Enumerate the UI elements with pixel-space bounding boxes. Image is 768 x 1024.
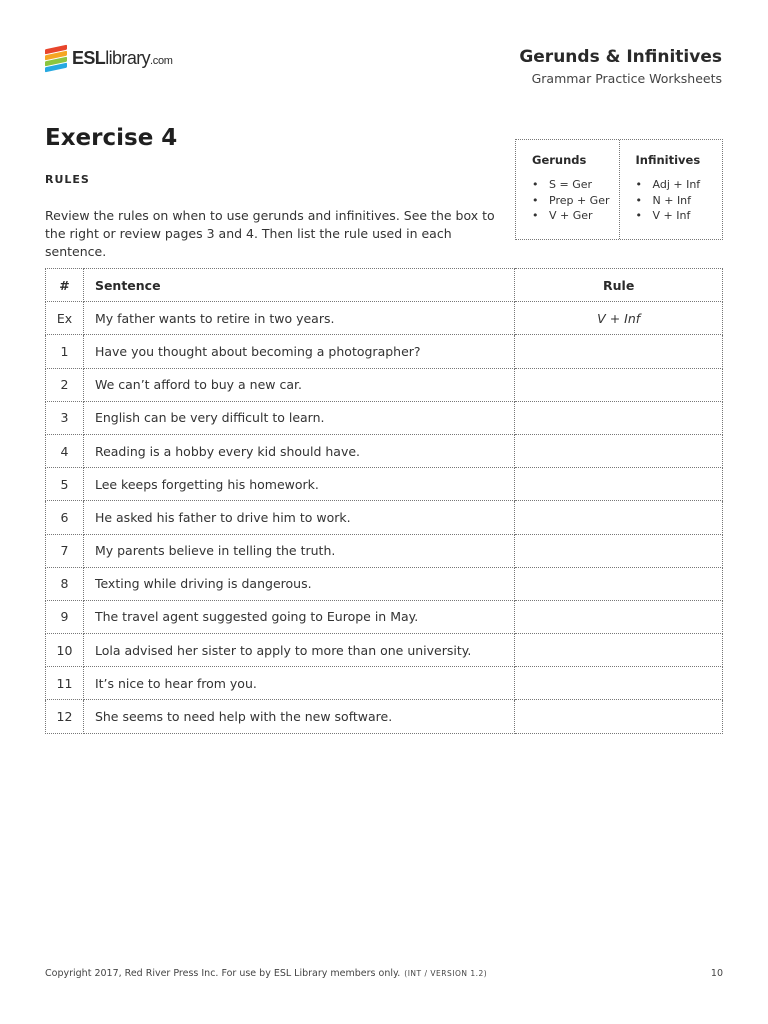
row-rule-answer[interactable] bbox=[515, 434, 723, 467]
gerund-rule: • V + Ger bbox=[532, 208, 619, 224]
gerunds-heading: Gerunds bbox=[532, 153, 587, 167]
page-number: 10 bbox=[710, 968, 723, 979]
row-rule-answer[interactable] bbox=[515, 501, 723, 534]
row-number: 11 bbox=[46, 667, 84, 700]
table-row bbox=[46, 368, 723, 401]
row-number: 1 bbox=[46, 335, 84, 368]
infinitives-heading: Infinitives bbox=[635, 153, 701, 167]
rules-heading: RULES bbox=[45, 173, 90, 186]
row-rule-answer[interactable] bbox=[515, 335, 723, 368]
row-number: 9 bbox=[46, 600, 84, 633]
row-rule-answer[interactable] bbox=[515, 667, 723, 700]
document-subtitle: Grammar Practice Worksheets bbox=[531, 71, 722, 86]
header-sentence: Sentence bbox=[83, 269, 514, 302]
header-rule: Rule bbox=[515, 269, 723, 302]
header-number: # bbox=[46, 269, 84, 302]
row-number: 8 bbox=[46, 567, 84, 600]
exercise-table bbox=[45, 268, 723, 734]
table-row bbox=[46, 401, 723, 434]
book-stack-icon bbox=[45, 45, 69, 71]
table-row bbox=[46, 534, 723, 567]
row-sentence: Texting while driving is dangerous. bbox=[83, 567, 514, 600]
row-sentence: Reading is a hobby every kid should have. bbox=[83, 434, 514, 467]
table-row bbox=[46, 600, 723, 633]
table-row bbox=[46, 335, 723, 368]
table-row bbox=[46, 634, 723, 667]
infinitives-rule-list bbox=[636, 177, 723, 224]
row-sentence: We can’t afford to buy a new car. bbox=[83, 368, 514, 401]
table-row bbox=[46, 434, 723, 467]
version-label: (INT / VERSION 1.2) bbox=[404, 969, 488, 978]
esl-library-logo bbox=[45, 44, 173, 72]
row-rule-answer[interactable] bbox=[515, 700, 723, 733]
table-row bbox=[46, 700, 723, 733]
gerunds-rule-list bbox=[532, 177, 619, 224]
row-rule-answer[interactable] bbox=[515, 468, 723, 501]
row-rule-answer[interactable] bbox=[515, 401, 723, 434]
infinitive-rule: • Adj + Inf bbox=[636, 177, 723, 193]
document-title: Gerunds & Infinitives bbox=[519, 47, 722, 67]
table-row bbox=[46, 302, 723, 335]
gerunds-column bbox=[516, 140, 619, 239]
gerund-rule: • Prep + Ger bbox=[532, 193, 619, 209]
infinitive-rule: • V + Inf bbox=[636, 208, 723, 224]
footer-copyright bbox=[45, 968, 487, 979]
row-number: 5 bbox=[46, 468, 84, 501]
row-rule-answer[interactable] bbox=[515, 600, 723, 633]
row-sentence: It’s nice to hear from you. bbox=[83, 667, 514, 700]
table-row bbox=[46, 501, 723, 534]
row-sentence: My father wants to retire in two years. bbox=[83, 302, 514, 335]
row-rule-answer[interactable] bbox=[515, 534, 723, 567]
copyright-text: Copyright 2017, Red River Press Inc. For use by ESL Library members only. bbox=[45, 968, 401, 979]
row-number: 10 bbox=[46, 634, 84, 667]
row-rule-answer[interactable] bbox=[515, 368, 723, 401]
row-sentence: My parents believe in telling the truth. bbox=[83, 534, 514, 567]
row-rule-answer[interactable] bbox=[515, 634, 723, 667]
row-number: 7 bbox=[46, 534, 84, 567]
row-sentence: Lee keeps forgetting his homework. bbox=[83, 468, 514, 501]
rules-reference-box bbox=[515, 139, 723, 240]
row-sentence: The travel agent suggested going to Europe in May. bbox=[83, 600, 514, 633]
table-body bbox=[46, 302, 723, 733]
row-sentence: Have you thought about becoming a photographer? bbox=[83, 335, 514, 368]
row-rule-answer[interactable]: V + Inf bbox=[515, 302, 723, 335]
row-sentence: English can be very difficult to learn. bbox=[83, 401, 514, 434]
instructions-text: Review the rules on when to use gerunds and infinitives. See the box to the right or review pages 3 and 4. Then list the rule used in each sentence. bbox=[45, 208, 495, 259]
logo-wordmark: ESLlibrary.com bbox=[72, 47, 173, 68]
infinitive-rule: • N + Inf bbox=[636, 193, 723, 209]
row-number: 12 bbox=[46, 700, 84, 733]
row-sentence: Lola advised her sister to apply to more than one university. bbox=[83, 634, 514, 667]
table-row bbox=[46, 667, 723, 700]
row-number: 3 bbox=[46, 401, 84, 434]
row-sentence: She seems to need help with the new software. bbox=[83, 700, 514, 733]
row-number: 6 bbox=[46, 501, 84, 534]
row-number: Ex bbox=[46, 302, 84, 335]
row-number: 4 bbox=[46, 434, 84, 467]
table-header-row bbox=[46, 269, 723, 302]
row-sentence: He asked his father to drive him to work. bbox=[83, 501, 514, 534]
exercise-title: Exercise 4 bbox=[45, 125, 178, 151]
row-rule-answer[interactable] bbox=[515, 567, 723, 600]
table-row bbox=[46, 468, 723, 501]
gerund-rule: • S = Ger bbox=[532, 177, 619, 193]
table-row bbox=[46, 567, 723, 600]
infinitives-column bbox=[619, 140, 723, 239]
row-number: 2 bbox=[46, 368, 84, 401]
